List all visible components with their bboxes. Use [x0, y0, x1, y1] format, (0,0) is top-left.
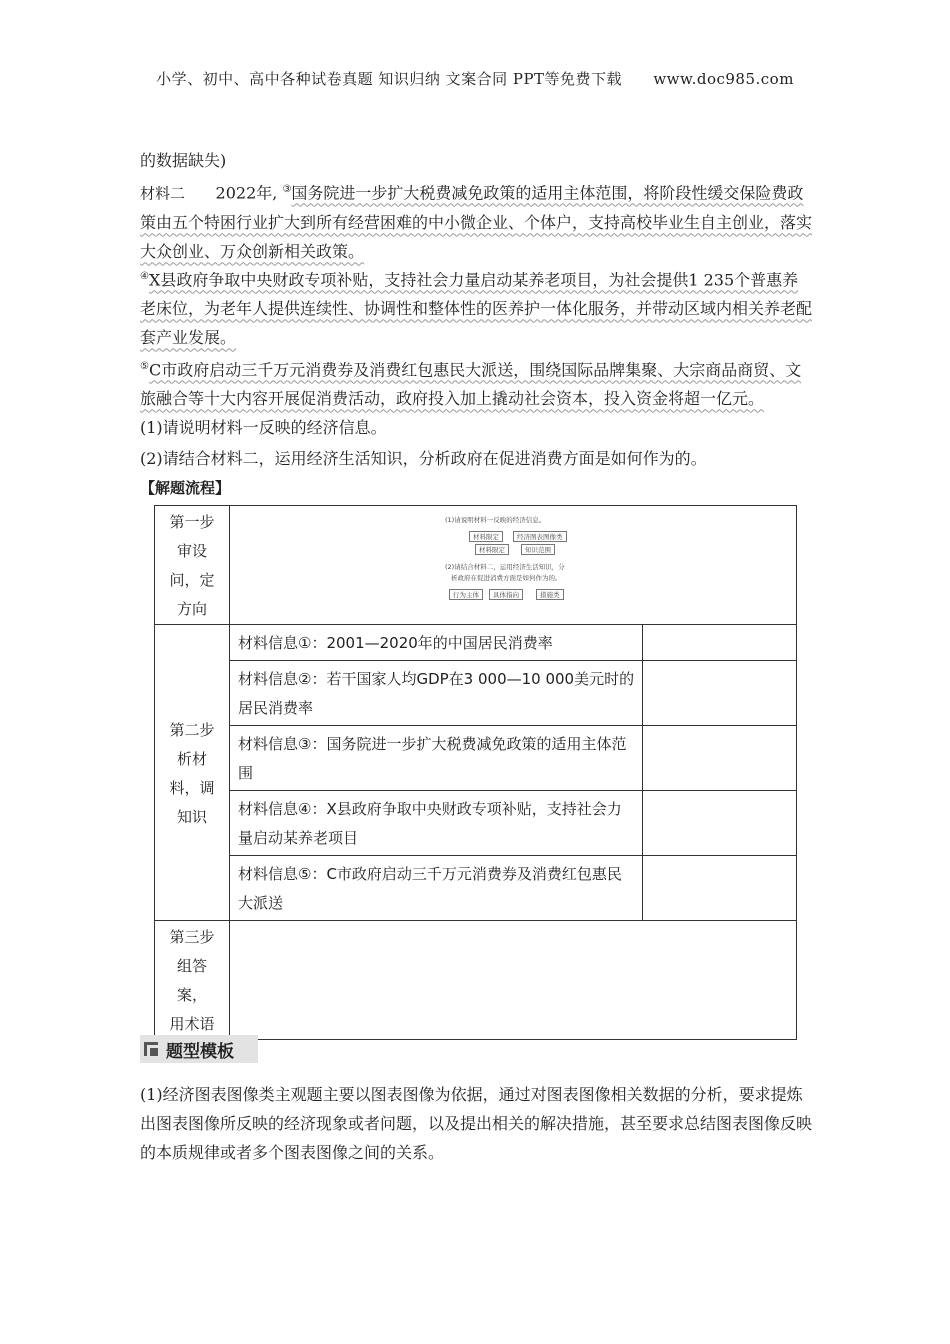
material2-text5: C市政府启动三千万元消费券及消费红包惠民大派送，围绕国际品牌集聚、大宗商品商贸、文旅融合等十大内容开展促消费活动，政府投入加上撬动社会资本，投入资金将超一亿元。	[140, 360, 802, 409]
info-cell-2: 材料信息②：若干国家人均GDP在3 000—10 000美元时的居民消费率	[230, 661, 643, 726]
page-header	[0, 68, 950, 89]
section-title: 题型模板	[166, 1041, 234, 1062]
step2-line: 析材	[176, 749, 207, 768]
answer-cell-1	[643, 625, 797, 661]
step1-line: 审设	[176, 542, 207, 560]
header-text: 小学、初中、高中各种试卷真题 知识归纳 文案合同 PPT等免费下载	[156, 70, 623, 88]
section-heading	[140, 1035, 258, 1063]
material2-para4	[140, 262, 812, 352]
step1-cell	[155, 506, 230, 625]
diagram-line3: 析政府在促进消费方面是如何作为的。	[451, 574, 562, 582]
step3-line: 第三步	[169, 928, 215, 946]
mark-4: ④	[140, 271, 149, 282]
step3-line: 案，	[176, 986, 207, 1004]
step1-line: 问，定	[169, 571, 215, 589]
diagram-box-a: 材料限定	[469, 531, 503, 542]
diagram-box-d: 知识范围	[521, 544, 555, 555]
step2-cell	[155, 625, 230, 921]
diagram-line1: (1)请说明材料一反映的经济信息。	[445, 516, 546, 524]
answer-cell-2	[643, 661, 797, 726]
diagram-box-f: 具体指向	[489, 589, 523, 600]
step1-line: 方向	[176, 600, 207, 618]
info-cell-1: 材料信息①：2001—2020年的中国居民消费率	[230, 625, 643, 661]
step3-line: 组答	[176, 957, 207, 975]
diagram-box-c: 材料限定	[475, 544, 509, 555]
material2-text3: 国务院进一步扩大税费减免政策的适用主体范围，将阶段性缓交保险费政策由五个特困行业扩大到所有经营困难的中小微企业、个体户，支持高校毕业生自主创业，落实大众创业、万众创新相关政策。	[140, 183, 813, 262]
diagram-box-e: 行为主体	[449, 589, 483, 600]
template-paragraph: (1)经济图表图像类主观题主要以图表图像为依据，通过对图表图像相关数据的分析，要求提炼出图表图像所反映的经济现象或者问题，以及提出相关的解决措施，甚至要求总结图表图像反映的本质规律或者多个图表图像之间的关系。	[140, 1085, 813, 1162]
material2-label: 材料二	[140, 184, 186, 203]
step3-answer-cell	[230, 921, 797, 1040]
step3-line: 用术语	[169, 1015, 215, 1033]
mark-3: ③	[282, 184, 292, 195]
step2-line: 第二步	[169, 720, 215, 739]
info-cell-5: 材料信息⑤：C市政府启动三千万元消费券及消费红包惠民大派送	[230, 856, 643, 921]
answer-cell-5	[643, 856, 797, 921]
mark-5: ⑤	[140, 361, 149, 372]
answer-cell-3	[643, 726, 797, 791]
diagram-box-g: 措施类	[536, 589, 564, 600]
info-cell-4: 材料信息④：X县政府争取中央财政专项补贴，支持社会力量启动某养老项目	[230, 791, 643, 856]
question-2: (2)请结合材料二，运用经济生活知识，分析政府在促进消费方面是如何作为的。	[140, 449, 707, 468]
step1-line: 第一步	[169, 513, 215, 531]
flow-title: 【解题流程】	[140, 479, 231, 497]
step2-line: 知识	[176, 807, 207, 826]
step3-cell	[155, 921, 230, 1040]
answer-cell-4	[643, 791, 797, 856]
step2-line: 料，调	[169, 778, 215, 797]
step1-diagram-cell	[230, 506, 797, 625]
corner-bracket-icon	[144, 1042, 158, 1056]
solution-flow-table	[154, 505, 797, 1040]
material2-text4: X县政府争取中央财政专项补贴，支持社会力量启动某养老项目，为社会提供1 235个普惠养老床位，为老年人提供连续性、协调性和整体性的医养护一体化服务，并带动区域内相关养老配套产业发展。	[140, 270, 813, 348]
info-cell-3: 材料信息③：国务院进一步扩大税费减免政策的适用主体范围	[230, 726, 643, 791]
material2-para5	[140, 352, 812, 413]
diagram-box-b: 经济图表图像类	[513, 531, 567, 542]
material2-year: 2022年,	[215, 183, 278, 203]
header-site-link[interactable]: www.doc985.com	[653, 70, 794, 88]
top-line: 的数据缺失)	[140, 151, 227, 170]
question-1: (1)请说明材料一反映的经济信息。	[140, 418, 387, 437]
material2-block	[140, 175, 812, 266]
question-analysis-diagram	[231, 507, 795, 617]
diagram-line2: (2)请结合材料二，运用经济生活知识，分	[445, 563, 565, 571]
